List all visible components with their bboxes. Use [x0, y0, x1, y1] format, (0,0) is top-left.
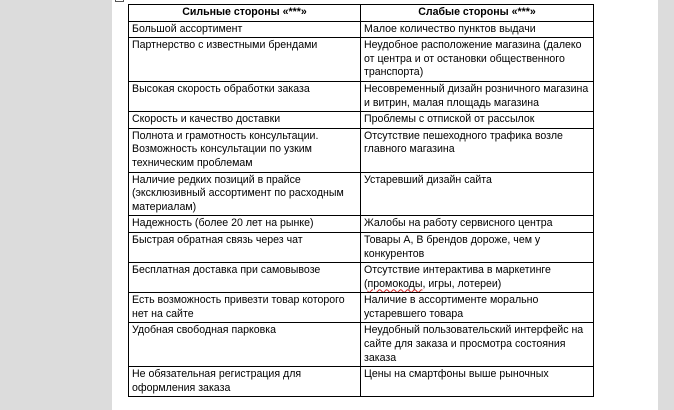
- strength-cell: Большой ассортимент: [129, 21, 361, 38]
- header-strengths: Сильные стороны «***»: [129, 5, 361, 22]
- strength-cell: Быстрая обратная связь через чат: [129, 232, 361, 262]
- page-corner-marker: [115, 0, 124, 2]
- strength-cell: Не обязательная регистрация для оформления заказа: [129, 367, 361, 397]
- table-row: [129, 112, 594, 129]
- weakness-cell: Наличие в ассортименте морально устаревшего товара: [361, 293, 594, 323]
- strength-cell: Высокая скорость обработки заказа: [129, 81, 361, 111]
- strength-cell: Бесплатная доставка при самовывозе: [129, 263, 361, 293]
- table-row: [129, 367, 594, 397]
- table-row: [129, 323, 594, 367]
- spellcheck-flagged-word: промокоды: [367, 277, 423, 290]
- weakness-cell: Несовременный дизайн розничного магазина и витрин, малая площадь магазина: [361, 81, 594, 111]
- left-margin-area: [0, 0, 112, 410]
- weakness-cell: Устаревший дизайн сайта: [361, 172, 594, 216]
- table-row: [129, 21, 594, 38]
- weakness-cell: Неудобный пользовательский интерфейс на сайте для заказа и просмотра состояния заказа: [361, 323, 594, 367]
- weakness-cell: [361, 263, 594, 293]
- weakness-cell: Цены на смартфоны выше рыночных: [361, 367, 594, 397]
- table-row: [129, 232, 594, 262]
- strength-cell: Удобная свободная парковка: [129, 323, 361, 367]
- table-row: [129, 81, 594, 111]
- swot-table: [128, 4, 594, 397]
- weakness-cell: Жалобы на работу сервисного центра: [361, 216, 594, 233]
- weakness-cell: Товары А, В брендов дороже, чем у конкурентов: [361, 232, 594, 262]
- table-header-row: [129, 5, 594, 22]
- weakness-text-part: , игры, лотереи): [422, 277, 502, 290]
- table-row: [129, 263, 594, 293]
- table-row: [129, 38, 594, 82]
- strength-cell: Есть возможность привезти товар которого нет на сайте: [129, 293, 361, 323]
- header-weaknesses: Слабые стороны «***»: [361, 5, 594, 22]
- strength-cell: Полнота и грамотность консультации. Возможность консультации по узким техническим проблемам: [129, 128, 361, 172]
- strength-cell: Наличие редких позиций в прайсе (эксклюзивный ассортимент по расходным материалам): [129, 172, 361, 216]
- weakness-cell: Проблемы с отпиской от рассылок: [361, 112, 594, 129]
- table-row: [129, 216, 594, 233]
- table-row: [129, 293, 594, 323]
- strength-cell: Надежность (более 20 лет на рынке): [129, 216, 361, 233]
- weakness-text-part: Отсутствие интерактива в маркетинге (: [364, 264, 551, 290]
- strength-cell: Скорость и качество доставки: [129, 112, 361, 129]
- table-row: [129, 128, 594, 172]
- weakness-cell: Отсутствие пешеходного трафика возле главного магазина: [361, 128, 594, 172]
- strength-cell: Партнерство с известными брендами: [129, 38, 361, 82]
- weakness-cell: Малое количество пунктов выдачи: [361, 21, 594, 38]
- right-margin-area: [658, 0, 674, 410]
- table-row: [129, 172, 594, 216]
- weakness-cell: Неудобное расположение магазина (далеко от центра и от остановки общественного транспорта): [361, 38, 594, 82]
